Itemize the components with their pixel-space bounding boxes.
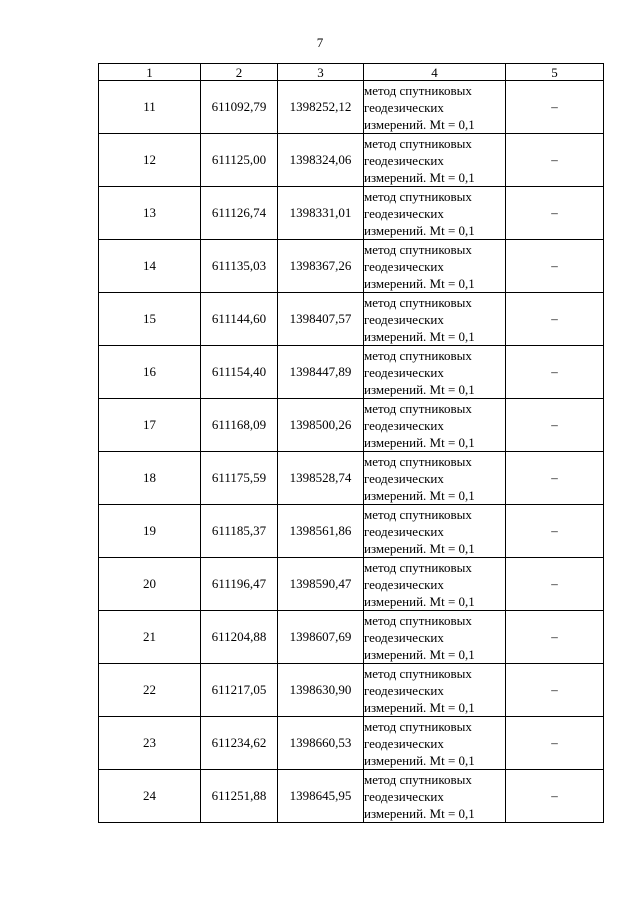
x-coordinate-cell: 611185,37 <box>201 505 278 558</box>
y-coordinate-cell: 1398331,01 <box>278 187 364 240</box>
x-coordinate-cell: 611217,05 <box>201 664 278 717</box>
method-line: геодезических <box>364 682 444 698</box>
method-line: измерений. Mt = 0,1 <box>364 434 475 450</box>
point-number-cell: 19 <box>99 505 201 558</box>
method-line: геодезических <box>364 576 444 592</box>
y-coordinate-cell: 1398590,47 <box>278 558 364 611</box>
table-row <box>99 717 604 770</box>
note-cell: – <box>506 505 604 558</box>
table-row <box>99 134 604 187</box>
method-cell <box>364 240 506 293</box>
method-line: метод спутниковых <box>364 82 472 98</box>
method-line: измерений. Mt = 0,1 <box>364 487 475 503</box>
note-cell: – <box>506 134 604 187</box>
method-cell <box>364 664 506 717</box>
point-number-cell: 21 <box>99 611 201 664</box>
y-coordinate-cell: 1398645,95 <box>278 770 364 823</box>
method-line: метод спутниковых <box>364 665 472 681</box>
x-coordinate-cell: 611144,60 <box>201 293 278 346</box>
table-row <box>99 505 604 558</box>
table-row <box>99 399 604 452</box>
method-line: метод спутниковых <box>364 506 472 522</box>
point-number-cell: 13 <box>99 187 201 240</box>
x-coordinate-cell: 611126,74 <box>201 187 278 240</box>
x-coordinate-cell: 611204,88 <box>201 611 278 664</box>
method-line: метод спутниковых <box>364 188 472 204</box>
table-row <box>99 346 604 399</box>
y-coordinate-cell: 1398607,69 <box>278 611 364 664</box>
method-line: геодезических <box>364 311 444 327</box>
table-row <box>99 770 604 823</box>
point-number-cell: 12 <box>99 134 201 187</box>
method-cell <box>364 81 506 134</box>
method-line: геодезических <box>364 152 444 168</box>
method-line: метод спутниковых <box>364 400 472 416</box>
method-line: метод спутниковых <box>364 241 472 257</box>
method-cell <box>364 558 506 611</box>
point-number-cell: 22 <box>99 664 201 717</box>
point-number-cell: 17 <box>99 399 201 452</box>
method-line: геодезических <box>364 788 444 804</box>
y-coordinate-cell: 1398407,57 <box>278 293 364 346</box>
point-number-cell: 20 <box>99 558 201 611</box>
table-row <box>99 187 604 240</box>
y-coordinate-cell: 1398252,12 <box>278 81 364 134</box>
table-row <box>99 452 604 505</box>
method-line: метод спутниковых <box>364 612 472 628</box>
point-number-cell: 24 <box>99 770 201 823</box>
method-line: измерений. Mt = 0,1 <box>364 169 475 185</box>
note-cell: – <box>506 770 604 823</box>
table-row <box>99 81 604 134</box>
note-cell: – <box>506 240 604 293</box>
method-line: измерений. Mt = 0,1 <box>364 593 475 609</box>
method-line: метод спутниковых <box>364 559 472 575</box>
table-header-row <box>99 64 604 81</box>
method-line: метод спутниковых <box>364 771 472 787</box>
x-coordinate-cell: 611092,79 <box>201 81 278 134</box>
method-line: метод спутниковых <box>364 347 472 363</box>
x-coordinate-cell: 611196,47 <box>201 558 278 611</box>
x-coordinate-cell: 611234,62 <box>201 717 278 770</box>
method-line: метод спутниковых <box>364 453 472 469</box>
note-cell: – <box>506 558 604 611</box>
method-line: измерений. Mt = 0,1 <box>364 275 475 291</box>
method-line: геодезических <box>364 99 444 115</box>
x-coordinate-cell: 611168,09 <box>201 399 278 452</box>
table-row <box>99 293 604 346</box>
page-number: 7 <box>316 35 324 50</box>
method-cell <box>364 717 506 770</box>
method-line: метод спутниковых <box>364 718 472 734</box>
x-coordinate-cell: 611175,59 <box>201 452 278 505</box>
point-number-cell: 23 <box>99 717 201 770</box>
method-line: измерений. Mt = 0,1 <box>364 646 475 662</box>
method-line: геодезических <box>364 470 444 486</box>
note-cell: – <box>506 346 604 399</box>
method-line: геодезических <box>364 629 444 645</box>
method-line: измерений. Mt = 0,1 <box>364 752 475 768</box>
method-line: геодезических <box>364 523 444 539</box>
y-coordinate-cell: 1398660,53 <box>278 717 364 770</box>
y-coordinate-cell: 1398447,89 <box>278 346 364 399</box>
column-header-1: 1 <box>99 64 201 81</box>
method-line: измерений. Mt = 0,1 <box>364 328 475 344</box>
note-cell: – <box>506 611 604 664</box>
x-coordinate-cell: 611251,88 <box>201 770 278 823</box>
point-number-cell: 18 <box>99 452 201 505</box>
column-header-2: 2 <box>201 64 278 81</box>
point-number-cell: 11 <box>99 81 201 134</box>
method-line: геодезических <box>364 417 444 433</box>
point-number-cell: 15 <box>99 293 201 346</box>
method-cell <box>364 505 506 558</box>
x-coordinate-cell: 611135,03 <box>201 240 278 293</box>
note-cell: – <box>506 452 604 505</box>
column-header-4: 4 <box>364 64 506 81</box>
point-number-cell: 14 <box>99 240 201 293</box>
note-cell: – <box>506 399 604 452</box>
method-cell <box>364 611 506 664</box>
method-cell <box>364 399 506 452</box>
method-cell <box>364 134 506 187</box>
method-line: геодезических <box>364 364 444 380</box>
y-coordinate-cell: 1398630,90 <box>278 664 364 717</box>
method-line: геодезических <box>364 258 444 274</box>
method-line: измерений. Mt = 0,1 <box>364 540 475 556</box>
method-line: измерений. Mt = 0,1 <box>364 116 475 132</box>
y-coordinate-cell: 1398561,86 <box>278 505 364 558</box>
table-row <box>99 664 604 717</box>
y-coordinate-cell: 1398324,06 <box>278 134 364 187</box>
column-header-3: 3 <box>278 64 364 81</box>
method-line: метод спутниковых <box>364 294 472 310</box>
method-line: измерений. Mt = 0,1 <box>364 222 475 238</box>
note-cell: – <box>506 293 604 346</box>
method-line: геодезических <box>364 735 444 751</box>
coordinates-table <box>98 63 604 823</box>
method-line: геодезических <box>364 205 444 221</box>
note-cell: – <box>506 81 604 134</box>
method-line: измерений. Mt = 0,1 <box>364 699 475 715</box>
note-cell: – <box>506 664 604 717</box>
method-cell <box>364 293 506 346</box>
y-coordinate-cell: 1398500,26 <box>278 399 364 452</box>
method-line: метод спутниковых <box>364 135 472 151</box>
column-header-5: 5 <box>506 64 604 81</box>
y-coordinate-cell: 1398367,26 <box>278 240 364 293</box>
x-coordinate-cell: 611154,40 <box>201 346 278 399</box>
method-cell <box>364 346 506 399</box>
method-line: измерений. Mt = 0,1 <box>364 805 475 821</box>
method-cell <box>364 770 506 823</box>
table-row <box>99 558 604 611</box>
note-cell: – <box>506 717 604 770</box>
method-line: измерений. Mt = 0,1 <box>364 381 475 397</box>
table-row <box>99 611 604 664</box>
table-body <box>99 64 604 823</box>
table-row <box>99 240 604 293</box>
note-cell: – <box>506 187 604 240</box>
y-coordinate-cell: 1398528,74 <box>278 452 364 505</box>
method-cell <box>364 187 506 240</box>
point-number-cell: 16 <box>99 346 201 399</box>
method-cell <box>364 452 506 505</box>
x-coordinate-cell: 611125,00 <box>201 134 278 187</box>
